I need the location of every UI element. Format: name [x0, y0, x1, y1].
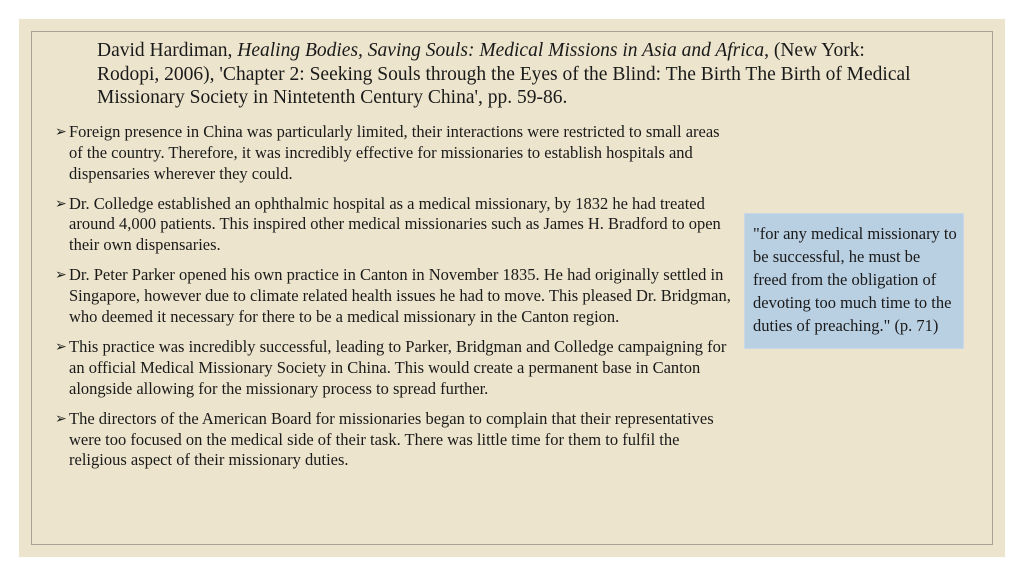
citation-heading: [97, 39, 917, 110]
bullet-text: Dr. Peter Parker opened his own practice in Canton in November 1835. He had originally settled in Singapore, however due to climate related health issues he had to move. This pleased Dr. Bridgman, who deemed it necessary for there to be a medical missionary in the Canton region.: [69, 265, 731, 326]
slide: [19, 19, 1005, 557]
bullet-item: [56, 122, 736, 184]
arrow-bullet-icon: ➢: [55, 410, 67, 427]
bullet-item: [56, 265, 736, 327]
citation-author: David Hardiman,: [97, 40, 238, 61]
arrow-bullet-icon: ➢: [55, 124, 67, 140]
bullet-text: The directors of the American Board for missionaries began to complain that their representatives were too focused on the medical side of their task. There was little time for them to fulfil the religious aspect of their missionary duties.: [69, 408, 714, 470]
bullet-item: [56, 194, 736, 256]
bullet-text: Foreign presence in China was particularly limited, their interactions were restricted to small areas of the country. Therefore, it was incredibly effective for missionaries to establish hospitals and dispensaries wherever they could.: [69, 122, 720, 183]
bullet-item: [56, 409, 736, 471]
arrow-bullet-icon: ➢: [55, 195, 67, 212]
citation-details: , (New York: Rodopi, 2006), 'Chapter 2: Seeking Souls through the Eyes of the Blind: The Birth The Birth of Medical Missionary Society in Nintetenth Century China', pp. 59-86.: [97, 40, 911, 108]
citation-book-title: Healing Bodies, Saving Souls: Medical Missions in Asia and Africa: [237, 40, 765, 61]
bullet-item: [56, 337, 736, 399]
bullet-text: This practice was incredibly successful, leading to Parker, Bridgman and Colledge campaigning for an official Medical Missionary Society in China. This would create a permanent base in Canton alongside allowing for the missionary process to spread further.: [69, 337, 727, 398]
arrow-bullet-icon: ➢: [55, 267, 67, 284]
arrow-bullet-icon: ➢: [55, 339, 67, 356]
bullet-text: Dr. Colledge established an ophthalmic hospital as a medical missionary, by 1832 he had treated around 4,000 patients. This inspired other medical missionaries such as James H. Bradford to open their own dispensaries.: [69, 193, 721, 255]
bullet-list: [56, 122, 736, 480]
quote-box: "for any medical missionary to be successful, he must be freed from the obligation of devoting too much time to the duties of preaching." (p. 71): [744, 213, 964, 349]
